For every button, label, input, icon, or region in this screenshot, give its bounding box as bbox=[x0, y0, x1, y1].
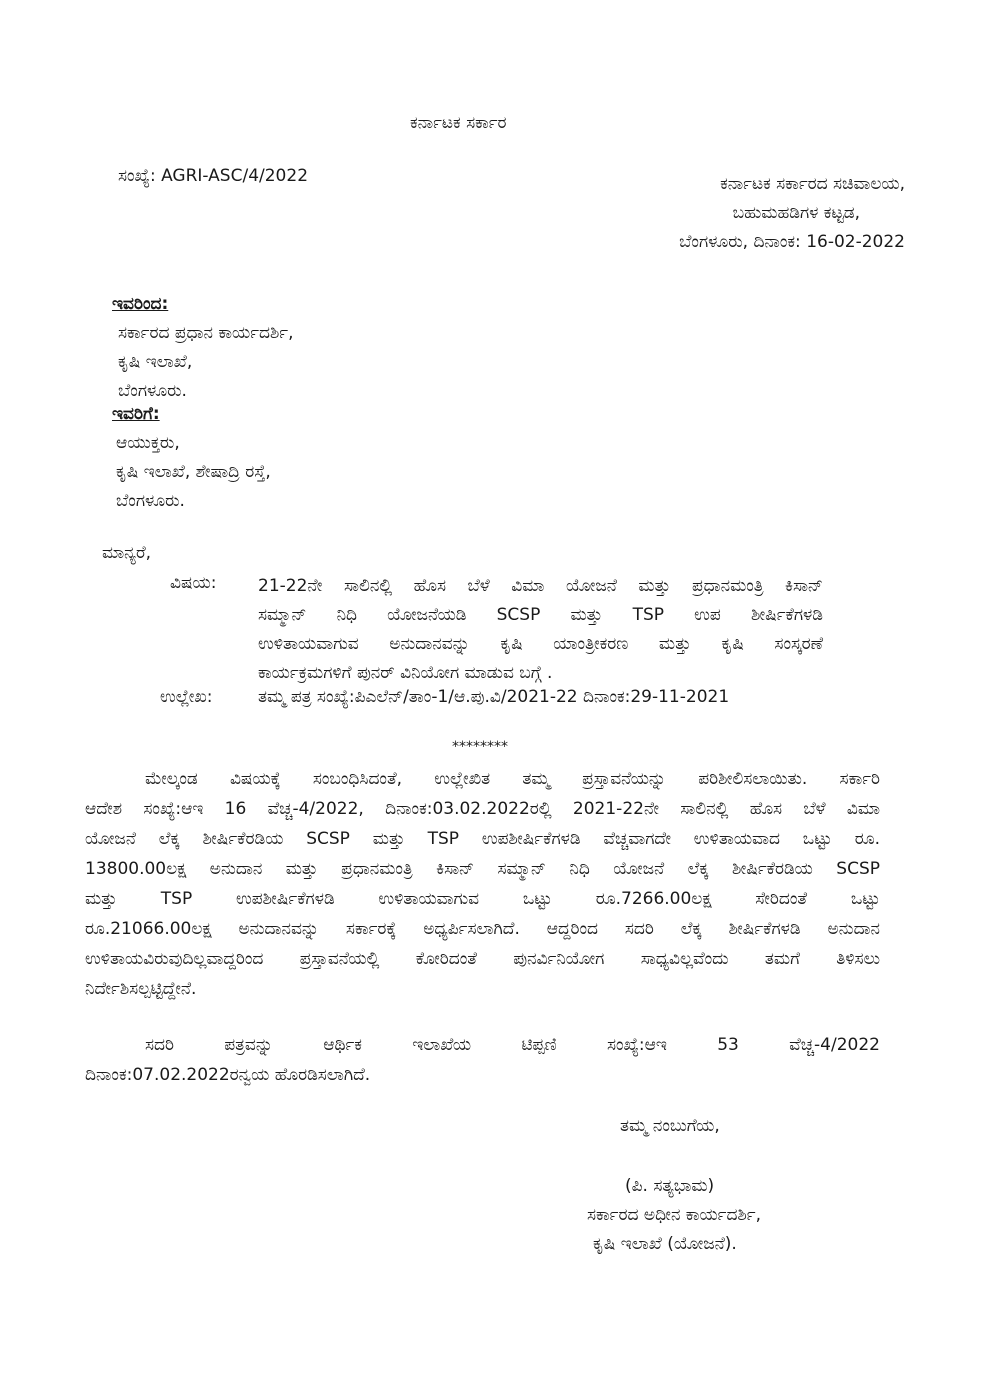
reference-label: ಉಲ್ಲೇಖ: bbox=[160, 687, 213, 707]
from-line: ಕೃಷಿ ಇಲಾಖೆ, bbox=[118, 352, 193, 372]
sender-address bbox=[679, 170, 905, 257]
letter-number: ಸಂಖ್ಯೆ: AGRI-ASC/4/2022 bbox=[118, 166, 309, 186]
signatory-department: ಕೃಷಿ ಇಲಾಖೆ (ಯೋಜನೆ). bbox=[593, 1234, 737, 1254]
subject-line: 21-22ನೇ ಸಾಲಿನಲ್ಲಿ ಹೊಸ ಬೆಳೆ ವಿಮಾ ಯೋಜನೆ ಮತ್ತು ಪ್ರಧಾನಮಂತ್ರಿ ಕಿಸಾನ್ bbox=[258, 576, 823, 596]
closing-regards: ತಮ್ಮ ನಂಬುಗೆಯ, bbox=[620, 1116, 720, 1136]
to-line: ಬೆಂಗಳೂರು. bbox=[116, 491, 185, 511]
body-paragraph-1 bbox=[85, 764, 880, 1004]
address-line: ಬಹುಮಹಡಿಗಳ ಕಟ್ಟಡ, bbox=[732, 203, 860, 223]
subject-line: ಉಳಿತಾಯವಾಗುವ ಅನುದಾನವನ್ನು ಕೃಷಿ ಯಾಂತ್ರೀಕರಣ ಮತ್ತು ಕೃಷಿ ಸಂಸ್ಕರಣೆ bbox=[258, 634, 823, 654]
paragraph-line: ಸದರಿ ಪತ್ರವನ್ನು ಆರ್ಥಿಕ ಇಲಾಖೆಯ ಟಿಪ್ಪಣಿ ಸಂಖ್ಯೆ:ಆಇ 53 ವೆಚ್ಚ-4/2022 bbox=[145, 1035, 880, 1055]
paragraph-line: ನಿರ್ದೇಶಿಸಲ್ಪಟ್ಟಿದ್ದೇನೆ. bbox=[85, 979, 197, 999]
from-block bbox=[112, 290, 294, 406]
from-label: ಇವರಿಂದ: bbox=[112, 294, 169, 314]
to-line: ಆಯುಕ್ತರು, bbox=[116, 433, 180, 453]
paragraph-line: ದಿನಾಂಕ:07.02.2022ರನ್ವಯ ಹೊರಡಿಸಲಾಗಿದೆ. bbox=[85, 1065, 371, 1085]
paragraph-line: ಆದೇಶ ಸಂಖ್ಯೆ:ಆಇ 16 ವೆಚ್ಚ-4/2022, ದಿನಾಂಕ:03.02.2022ರಲ್ಲಿ 2021-22ನೇ ಸಾಲಿನಲ್ಲಿ ಹೊಸ ಬೆಳೆ ವಿಮಾ bbox=[85, 799, 880, 819]
subject-text bbox=[258, 572, 823, 688]
paragraph-line: ಮತ್ತು TSP ಉಪಶೀರ್ಷಿಕೆಗಳಡಿ ಉಳಿತಾಯವಾಗುವ ಒಟ್ಟು ರೂ.7266.00ಲಕ್ಷ ಸೇರಿದಂತೆ ಒಟ್ಟು bbox=[85, 889, 880, 909]
paragraph-line: ರೂ.21066.00ಲಕ್ಷ ಅನುದಾನವನ್ನು ಸರ್ಕಾರಕ್ಕೆ ಅಧ್ಯರ್ಪಿಸಲಾಗಿದೆ. ಆದ್ದರಿಂದ ಸದರಿ ಲೆಕ್ಕ ಶೀರ್ಷಿಕೆಗಳಡಿ ಅನುದಾನ bbox=[85, 919, 880, 939]
to-label: ಇವರಿಗೆ: bbox=[112, 404, 160, 424]
from-line: ಸರ್ಕಾರದ ಪ್ರಧಾನ ಕಾರ್ಯದರ್ಶಿ, bbox=[118, 323, 294, 343]
paragraph-line: ಮೇಲ್ಕಂಡ ವಿಷಯಕ್ಕೆ ಸಂಬಂಧಿಸಿದಂತೆ, ಉಲ್ಲೇಖಿತ ತಮ್ಮ ಪ್ರಸ್ತಾವನೆಯನ್ನು ಪರಿಶೀಲಿಸಲಾಯಿತು. ಸರ್ಕಾರಿ bbox=[145, 769, 880, 789]
paragraph-line: ಯೋಜನೆ ಲೆಕ್ಕ ಶೀರ್ಷಿಕೆರಡಿಯ SCSP ಮತ್ತು TSP ಉಪಶೀರ್ಷಿಕೆಗಳಡಿ ವೆಚ್ಚವಾಗದೇ ಉಳಿತಾಯವಾದ ಒಟ್ಟು ರೂ. bbox=[85, 829, 880, 849]
paragraph-line: ಉಳಿತಾಯವಿರುವುದಿಲ್ಲವಾದ್ದರಿಂದ ಪ್ರಸ್ತಾವನೆಯಲ್ಲಿ ಕೋರಿದಂತೆ ಪುನರ್ವಿನಿಯೋಗ ಸಾಧ್ಯವಿಲ್ಲವೆಂದು ತಮಗೆ ತಿಳಿಸಲು bbox=[85, 949, 880, 969]
body-paragraph-2 bbox=[85, 1030, 880, 1090]
signatory-name: (ಪಿ. ಸತ್ಯಭಾಮ) bbox=[625, 1176, 715, 1196]
subject-line: ಕಾರ್ಯಕ್ರಮಗಳಿಗೆ ಪುನರ್ ವಿನಿಯೋಗ ಮಾಡುವ ಬಗ್ಗೆ . bbox=[258, 663, 553, 683]
govt-heading: ಕರ್ನಾಟಕ ಸರ್ಕಾರ bbox=[410, 113, 507, 133]
address-line-date: ಬೆಂಗಳೂರು, ದಿನಾಂಕ: 16-02-2022 bbox=[679, 232, 905, 252]
signatory-designation: ಸರ್ಕಾರದ ಅಧೀನ ಕಾರ್ಯದರ್ಶಿ, bbox=[587, 1205, 761, 1225]
separator: ******** bbox=[452, 739, 508, 755]
to-line: ಕೃಷಿ ಇಲಾಖೆ, ಶೇಷಾದ್ರಿ ರಸ್ತೆ, bbox=[116, 462, 271, 482]
subject-line: ಸಮ್ಮಾನ್ ನಿಧಿ ಯೋಜನೆಯಡಿ SCSP ಮತ್ತು TSP ಉಪ ಶೀರ್ಷಿಕೆಗಳಡಿ bbox=[258, 605, 823, 625]
address-line: ಕರ್ನಾಟಕ ಸರ್ಕಾರದ ಸಚಿವಾಲಯ, bbox=[720, 174, 905, 194]
to-block bbox=[112, 400, 271, 516]
reference-text: ತಮ್ಮ ಪತ್ರ ಸಂಖ್ಯೆ:ಪಿಎಲೆನ್/ತಾಂ-1/ಆ.ಪು.ವಿ/2021-22 ದಿನಾಂಕ:29-11-2021 bbox=[258, 687, 730, 707]
paragraph-line: 13800.00ಲಕ್ಷ ಅನುದಾನ ಮತ್ತು ಪ್ರಧಾನಮಂತ್ರಿ ಕಿಸಾನ್ ಸಮ್ಮಾನ್ ನಿಧಿ ಯೋಜನೆ ಲೆಕ್ಕ ಶೀರ್ಷಿಕೆರಡಿಯ SCSP bbox=[85, 859, 880, 879]
subject-label: ವಿಷಯ: bbox=[170, 573, 217, 593]
salutation: ಮಾನ್ಯರೆ, bbox=[102, 543, 152, 563]
from-line: ಬೆಂಗಳೂರು. bbox=[118, 381, 187, 401]
